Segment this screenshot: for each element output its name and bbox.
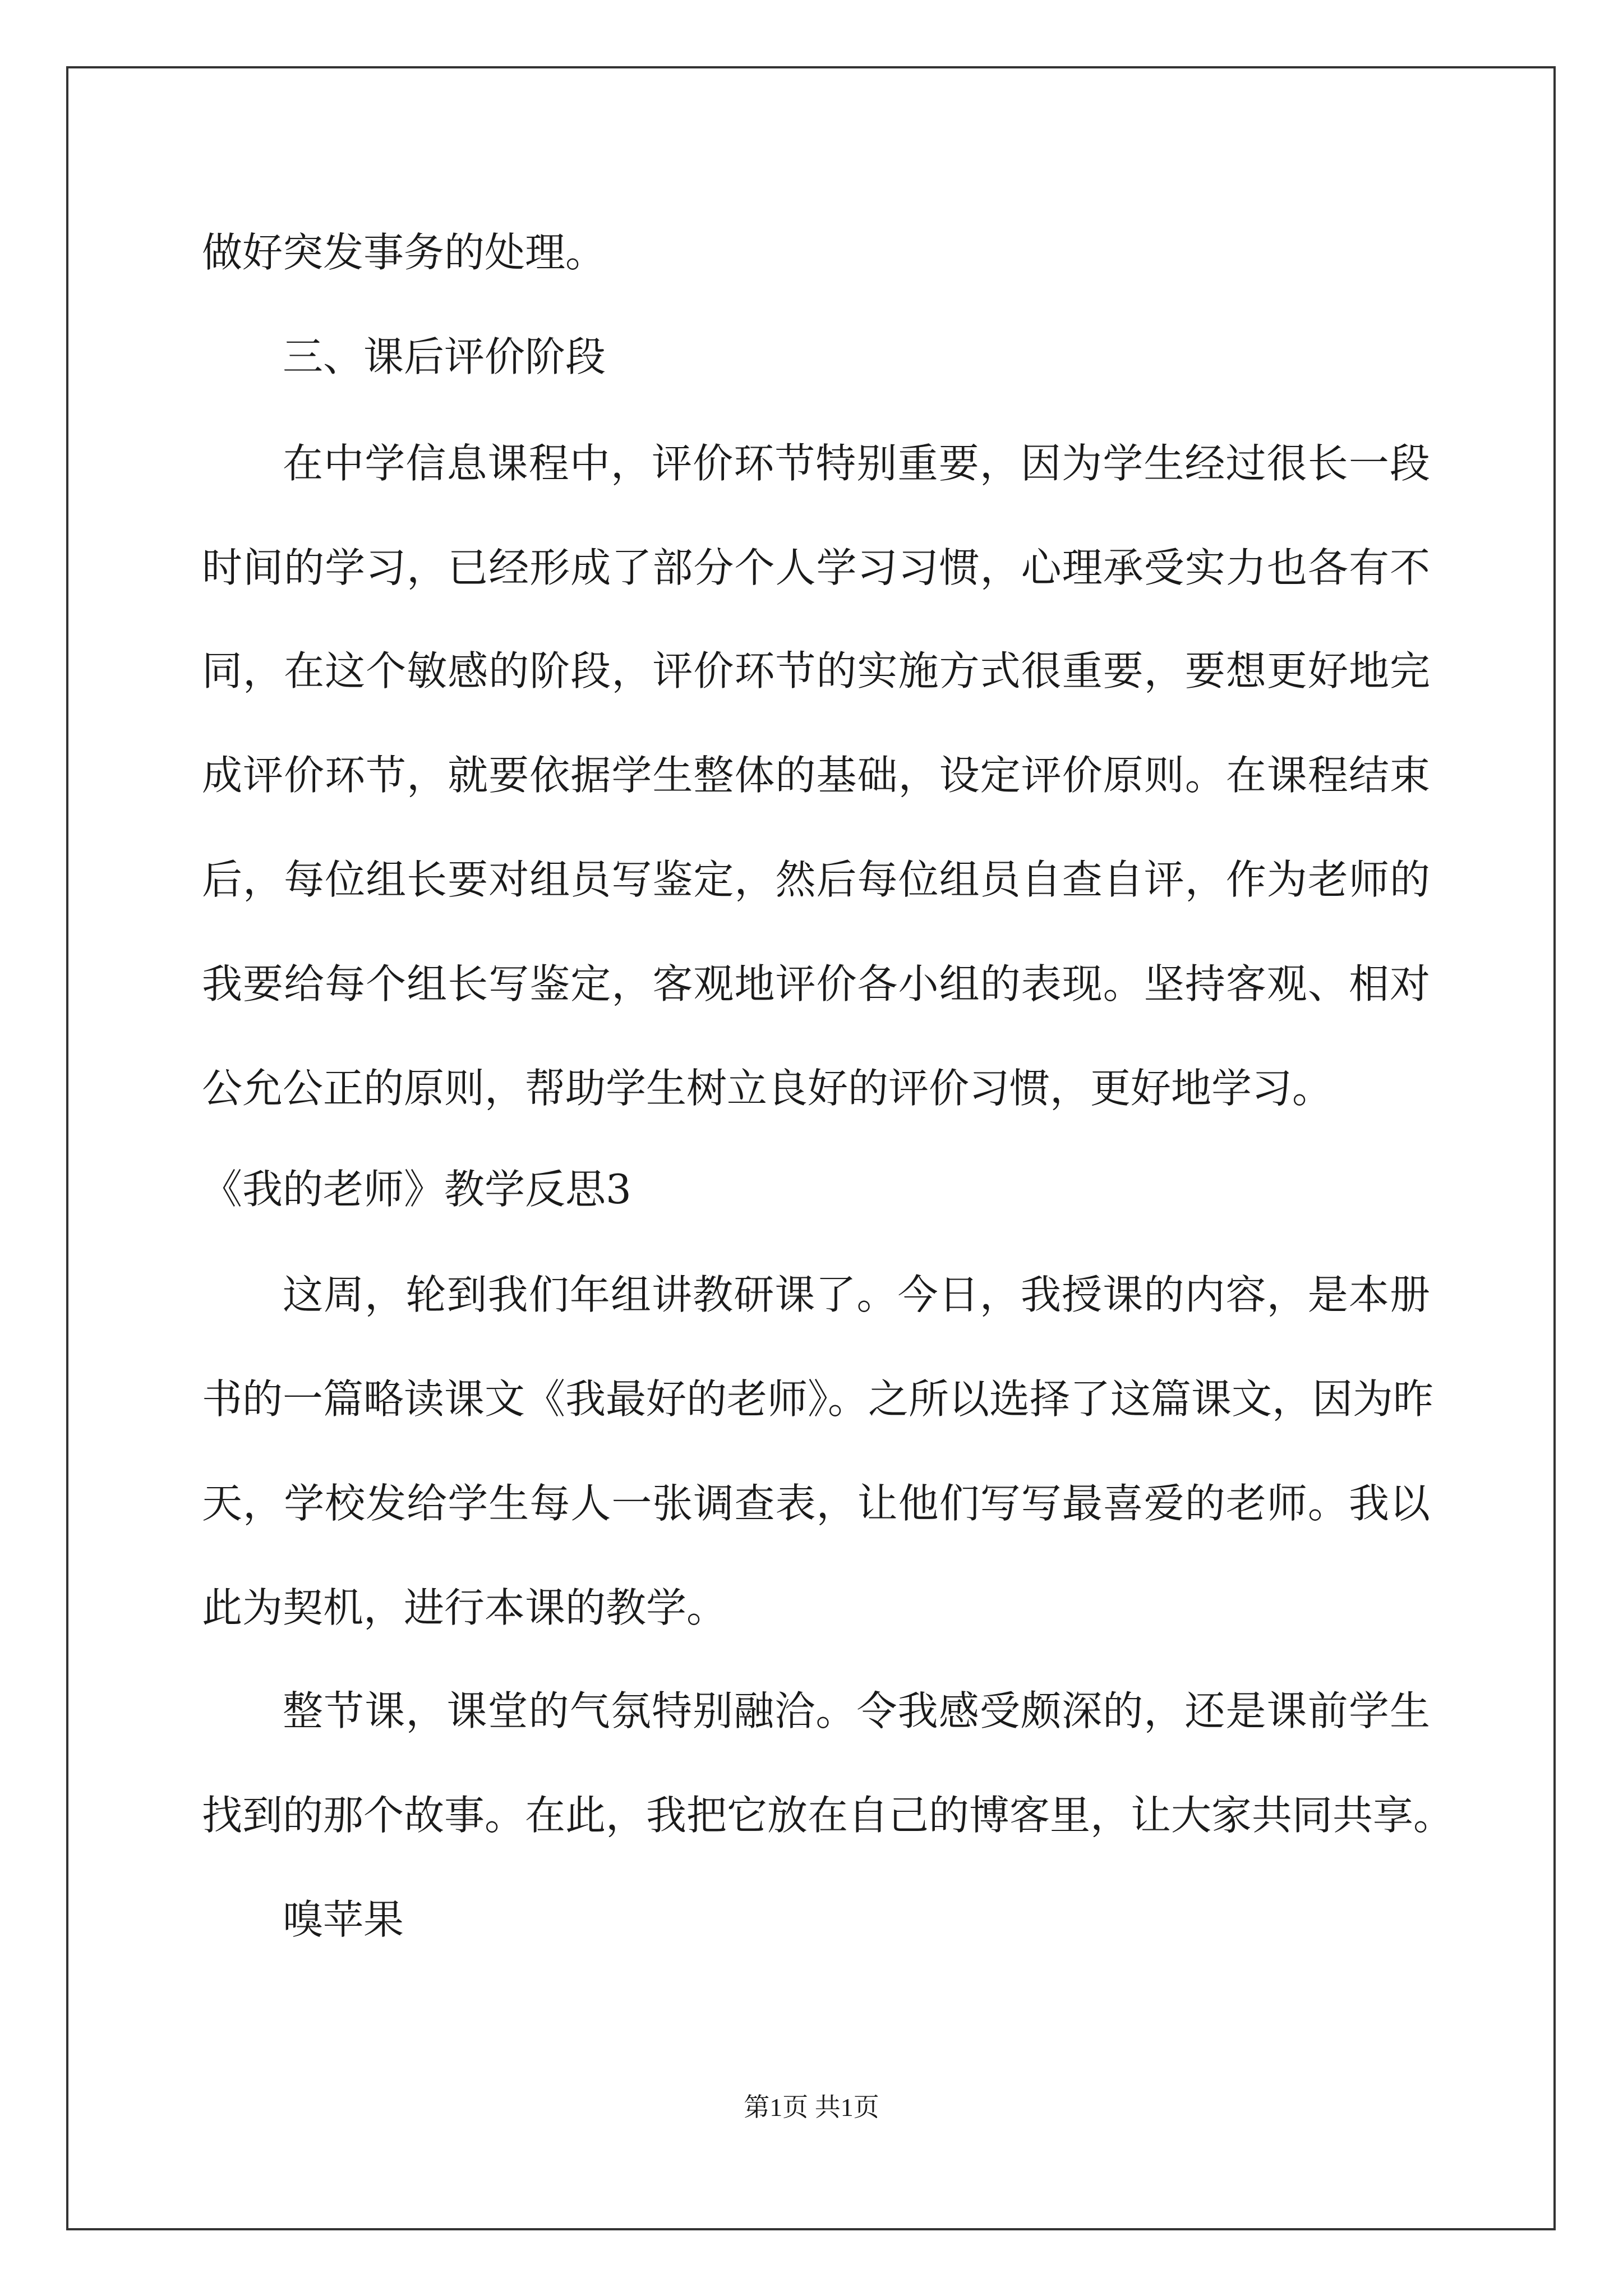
paragraph-line: 这周，轮到我们年组讲教研课了。今日，我授课的内容，是本册: [283, 1271, 1430, 1318]
paragraph-line: 公允公正的原则，帮助学生树立良好的评价习惯，更好地学习。: [202, 1065, 1333, 1112]
paragraph-line: 找到的那个故事。在此，我把它放在自己的博客里，让大家共同共享。: [202, 1792, 1454, 1839]
paragraph-line: 成评价环节，就要依据学生整体的基础，设定评价原则。在课程结束: [202, 752, 1430, 799]
paragraph-line: 整节课，课堂的气氛特别融洽。令我感受颇深的，还是课前学生: [283, 1687, 1430, 1734]
paragraph-line: 后，每位组长要对组员写鉴定，然后每位组员自查自评，作为老师的: [202, 856, 1430, 903]
paragraph-line: 做好突发事务的处理。: [202, 229, 606, 276]
paragraph-line: 此为契机，进行本课的教学。: [202, 1584, 727, 1631]
article-title: 《我的老师》教学反思3: [202, 1166, 631, 1213]
paragraph-line: 时间的学习，已经形成了部分个人学习习惯，心理承受实力也各有不: [202, 544, 1430, 591]
paragraph-line: 在中学信息课程中，评价环节特别重要，因为学生经过很长一段: [283, 440, 1430, 487]
section-heading: 三、课后评价阶段: [283, 333, 606, 380]
paragraph-line: 书的一篇略读课文《我最好的老师》。之所以选择了这篇课文，因为昨: [202, 1375, 1434, 1423]
paragraph-line: 我要给每个组长写鉴定，客观地评价各小组的表现。坚持客观、相对: [202, 960, 1430, 1007]
paragraph-line: 天，学校发给学生每人一张调查表，让他们写写最喜爱的老师。我以: [202, 1480, 1430, 1527]
page-footer: 第1页 共1页: [744, 2093, 879, 2122]
story-title: 嗅苹果: [283, 1896, 404, 1943]
paragraph-line: 同，在这个敏感的阶段，评价环节的实施方式很重要，要想更好地完: [202, 647, 1430, 694]
